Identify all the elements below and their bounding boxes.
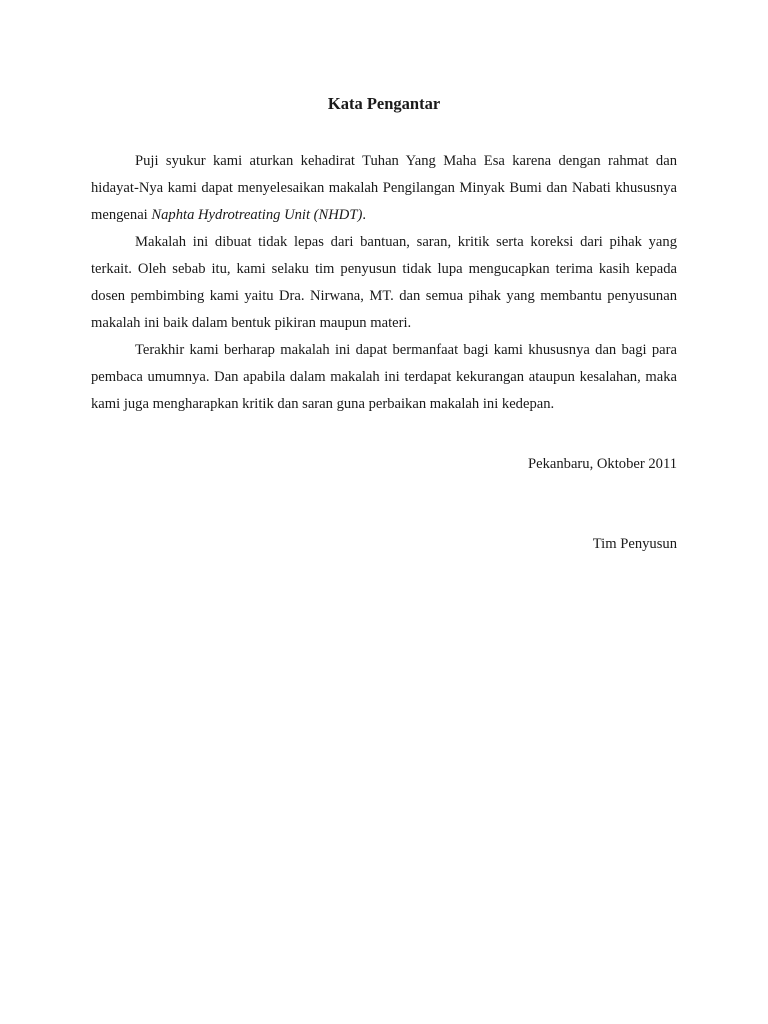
paragraph-intro-end: . xyxy=(362,207,366,223)
page-title: Kata Pengantar xyxy=(327,94,441,113)
paragraph-acknowledgement: Makalah ini dibuat tidak lepas dari bantuan, saran, kritik serta koreksi dari pihak yang terkait. Oleh sebab itu, kami selaku tim penyusun tidak lupa mengucapkan terima kasih kepada dosen pembimbing kami yaitu Dra. Nirwana, MT. dan semua pihak yang membantu penyusunan makalah ini baik dalam bentuk pikiran maupun materi. xyxy=(91,234,677,331)
body-text xyxy=(91,148,677,418)
document-page xyxy=(91,0,677,1024)
place-date: Pekanbaru, Oktober 2011 xyxy=(527,456,677,472)
paragraph-intro-text: Puji syukur kami aturkan kehadirat Tuhan Yang Maha Esa karena dengan rahmat dan hidayat-Nya kami dapat menyelesaikan makalah Pengilangan Minyak Bumi dan Nabati khususnya mengenai xyxy=(91,153,677,223)
paragraph-intro xyxy=(91,148,677,229)
signatory: Tim Penyusun xyxy=(592,536,677,552)
paragraph-intro-italic: Naphta Hydrotreating Unit (NHDT) xyxy=(151,207,363,223)
paragraph-closing: Terakhir kami berharap makalah ini dapat bermanfaat bagi kami khususnya dan bagi para pembaca umumnya. Dan apabila dalam makalah ini terdapat kekurangan ataupun kesalahan, maka kami juga mengharapkan kritik dan saran guna perbaikan makalah ini kedepan. xyxy=(91,342,677,412)
